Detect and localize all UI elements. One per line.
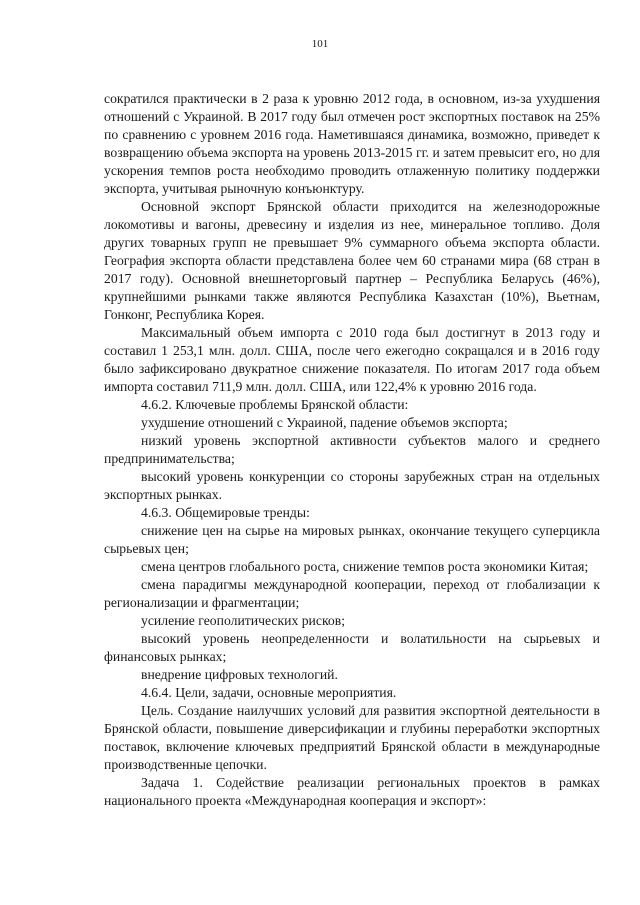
paragraph-task-1: Задача 1. Содействие реализации региональных проектов в рамках национального проекта «Международная кооперация и экспорт»: bbox=[104, 775, 600, 808]
page-number: 101 bbox=[311, 38, 329, 50]
trend-item: смена центров глобального роста, снижение темпов роста экономики Китая; bbox=[141, 559, 589, 574]
trend-item: высокий уровень неопределенности и волатильности на сырьевых и финансовых рынках; bbox=[104, 631, 600, 664]
trend-item: снижение цен на сырье на мировых рынках, окончание текущего суперцикла сырьевых цен; bbox=[104, 523, 600, 556]
paragraph-export-structure: Основной экспорт Брянской области приходится на железнодорожные локомотивы и вагоны, древесину и изделия из нее, минеральное топливо. Доля других товарных групп не превышает 9% суммарного объема экспорта области. География экспорта области представлена более чем 60 странами мира (68 стран в 2017 году). Основной внешнеторговый партнер – Республика Беларусь (46%), крупнейшими рынками также являются Республика Казахстан (10%), Вьетнам, Гонконг, Республика Корея. bbox=[104, 199, 600, 322]
trend-item: смена парадигмы международной кооперации, переход от глобализации к регионализации и фрагментации; bbox=[104, 577, 600, 610]
heading-goals-tasks: 4.6.4. Цели, задачи, основные мероприятия. bbox=[141, 685, 397, 700]
problem-item: низкий уровень экспортной активности субъектов малого и среднего предпринимательства; bbox=[104, 433, 600, 466]
trend-item: усиление геополитических рисков; bbox=[141, 613, 346, 628]
paragraph-goal: Цель. Создание наилучших условий для развития экспортной деятельности в Брянской области, повышение диверсификации и глубины переработки экспортных поставок, включение ключевых предприятий Брянской области в международные производственные цепочки. bbox=[104, 703, 600, 772]
trend-item: внедрение цифровых технологий. bbox=[141, 667, 338, 682]
document-body bbox=[104, 90, 600, 810]
heading-global-trends: 4.6.3. Общемировые тренды: bbox=[141, 505, 310, 520]
heading-key-problems: 4.6.2. Ключевые проблемы Брянской области: bbox=[141, 397, 409, 412]
problem-item: ухудшение отношений с Украиной, падение объемов экспорта; bbox=[141, 415, 508, 430]
paragraph-export-dynamics: сократился практически в 2 раза к уровню 2012 года, в основном, из-за ухудшения отношений с Украиной. В 2017 году был отмечен рост экспортных поставок на 25% по сравнению с уровнем 2016 года. Наметившаяся динамика, возможно, приведет к возвращению объема экспорта на уровень 2013-2015 гг. и затем превысит его, но для ускорения темпов роста необходимо проводить отлаженную политику поддержки экспорта, учитывая рыночную конъюнктуру. bbox=[104, 91, 600, 196]
problem-item: высокий уровень конкуренции со стороны зарубежных стран на отдельных экспортных рынках. bbox=[104, 469, 600, 502]
paragraph-import-volume: Максимальный объем импорта с 2010 года был достигнут в 2013 году и составил 1 253,1 млн. долл. США, после чего ежегодно сокращался и в 2016 году было зафиксировано двукратное снижение показателя. По итогам 2017 года объем импорта составил 711,9 млн. долл. США, или 122,4% к уровню 2016 года. bbox=[104, 325, 600, 394]
